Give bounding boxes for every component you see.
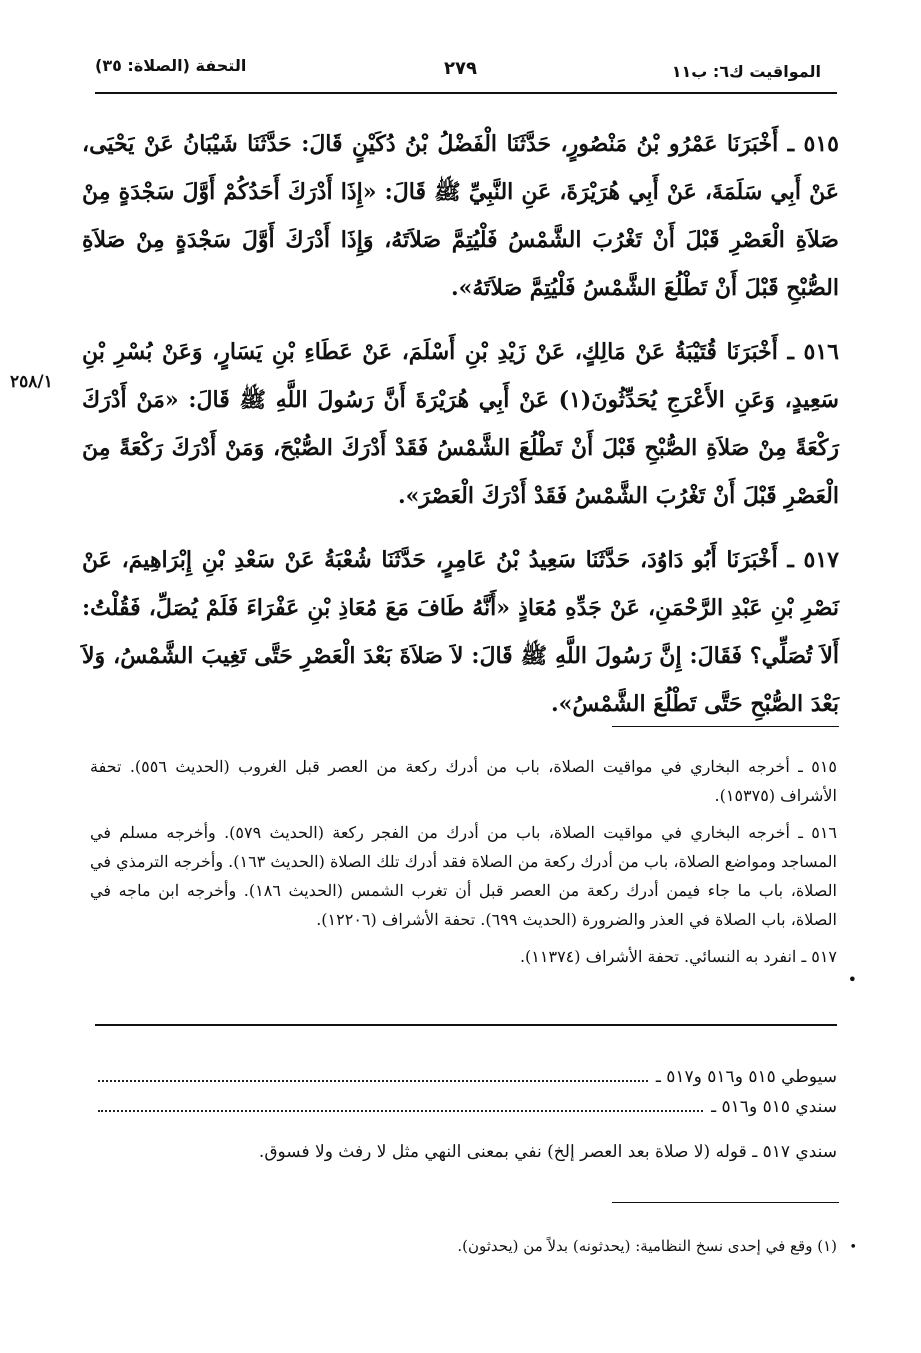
takhrij-517: ٥١٧ ـ انفرد به النسائي. تحفة الأشراف (١١٣٧٤).	[519, 947, 837, 966]
footnote: (١) وقع في إحدى نسخ النظامية: (يحدثونه) بدلاً من (يحدثون).	[457, 1237, 837, 1255]
takhrij-notes	[90, 752, 837, 979]
bullet-marker: •	[847, 970, 857, 989]
hadith-515: ٥١٥ ـ أَخْبَرَنَا عَمْرُو بْنُ مَنْصُورٍ، حَدَّثَنَا الْفَضْلُ بْنُ دُكَيْنٍ قَالَ: حَدَّثَنَا شَيْبَانُ عَنْ يَحْيَى، عَنْ أَبِي سَلَمَةَ، عَنْ أَبِي هُرَيْرَةَ، عَنِ النَّبِيِّ ﷺ قَالَ: «إِذَا أَدْرَكَ أَحَدُكُمْ أَوَّلَ سَجْدَةٍ مِنْ صَلاَةِ الْعَصْرِ قَبْلَ أَنْ تَغْرُبَ الشَّمْسُ فَلْيُتِمَّ صَلاَتَهُ، وَإِذَا أَدْرَكَ أَوَّلَ سَجْدَةٍ مِنْ صَلاَةِ الصُّبْحِ قَبْلَ أَنْ تَطْلُعَ الشَّمْسُ فَلْيُتِمَّ صَلاَتَهُ».	[82, 131, 839, 301]
chapter-reference: المواقيت ك٦: ب١١	[671, 62, 821, 81]
page-header	[90, 52, 831, 92]
hadith-text-body	[82, 120, 839, 744]
ref-line-suyuti	[90, 1062, 837, 1092]
dotted-leader	[98, 1080, 648, 1082]
commentary-rule	[95, 1024, 837, 1026]
footnote-rule	[612, 1202, 839, 1203]
margin-reference: ٢٥٨/١	[10, 372, 53, 392]
ref-suyuti: سيوطي ٥١٥ و٥١٦ و٥١٧ ـ	[655, 1067, 837, 1087]
commentary-references	[90, 1062, 837, 1122]
hadith-517: ٥١٧ ـ أَخْبَرَنَا أَبُو دَاوُدَ، حَدَّثَنَا سَعِيدُ بْنُ عَامِرٍ، حَدَّثَنَا شُعْبَةُ عَنْ سَعْدِ بْنِ إِبْرَاهِيمَ، عَنْ نَصْرِ بْنِ عَبْدِ الرَّحْمَنِ، عَنْ جَدِّهِ مُعَاذٍ «أَنَّهُ طَافَ مَعَ مُعَاذِ بْنِ عَفْرَاءَ فَلَمْ يُصَلِّ، فَقُلْتُ: أَلاَ تُصَلِّي؟ فَقَالَ: إِنَّ رَسُولَ اللَّهِ ﷺ قَالَ: لاَ صَلاَةَ بَعْدَ الْعَصْرِ حَتَّى تَغِيبَ الشَّمْسُ، وَلاَ بَعْدَ الصُّبْحِ حَتَّى تَطْلُعَ الشَّمْسُ».	[82, 547, 840, 717]
footnote-marker: •	[849, 1240, 857, 1255]
sindi-commentary: سندي ٥١٧ ـ قوله (لا صلاة بعد العصر إلخ) نفي بمعنى النهي مثل لا رفث ولا فسوق.	[258, 1142, 837, 1162]
ref-sindi: سندي ٥١٥ و٥١٦ ـ	[711, 1097, 837, 1117]
page-number: ٢٧٩	[444, 58, 477, 79]
dotted-leader	[98, 1110, 703, 1112]
tuhfa-reference: التحفة (الصلاة: ٣٥)	[95, 56, 247, 75]
takhrij-516: ٥١٦ ـ أخرجه البخاري في مواقيت الصلاة، باب من أدرك من الفجر ركعة (الحديث ٥٧٩). وأخرجه مسلم في المساجد ومواضع الصلاة، باب من أدرك ركعة من الصلاة فقد أدرك تلك الصلاة (الحديث ١٦٣). وأخرجه الترمذي في الصلاة، باب ما جاء فيمن أدرك ركعة من العصر قبل أن تغرب الشمس (الحديث ١٨٦). وأخرجه ابن ماجه في الصلاة، باب الصلاة في العذر والضرورة (الحديث ٦٩٩). تحفة الأشراف (١٢٢٠٦).	[90, 823, 838, 929]
hadith-516: ٥١٦ ـ أَخْبَرَنَا قُتَيْبَةُ عَنْ مَالِكٍ، عَنْ زَيْدِ بْنِ أَسْلَمَ، عَنْ عَطَاءِ بْنِ يَسَارٍ، وَعَنْ بُسْرِ بْنِ سَعِيدٍ، وَعَنِ الأَعْرَجِ يُحَدِّثُونَ(١) عَنْ أَبِي هُرَيْرَةَ أَنَّ رَسُولَ اللَّهِ ﷺ قَالَ: «مَنْ أَدْرَكَ رَكْعَةً مِنْ صَلاَةِ الصُّبْحِ قَبْلَ أَنْ تَطْلُعَ الشَّمْسُ فَقَدْ أَدْرَكَ الصُّبْحَ، وَمَنْ أَدْرَكَ رَكْعَةً مِنَ الْعَصْرِ قَبْلَ أَنْ تَغْرُبَ الشَّمْسُ فَقَدْ أَدْرَكَ الْعَصْرَ».	[82, 339, 839, 509]
ref-line-sindi	[90, 1092, 837, 1122]
header-rule	[95, 92, 837, 94]
takhrij-515: ٥١٥ ـ أخرجه البخاري في مواقيت الصلاة، باب من أدرك ركعة من العصر قبل الغروب (الحديث ٥٥٦). تحفة الأشراف (١٥٣٧٥).	[90, 757, 837, 805]
takhrij-rule	[612, 726, 839, 727]
